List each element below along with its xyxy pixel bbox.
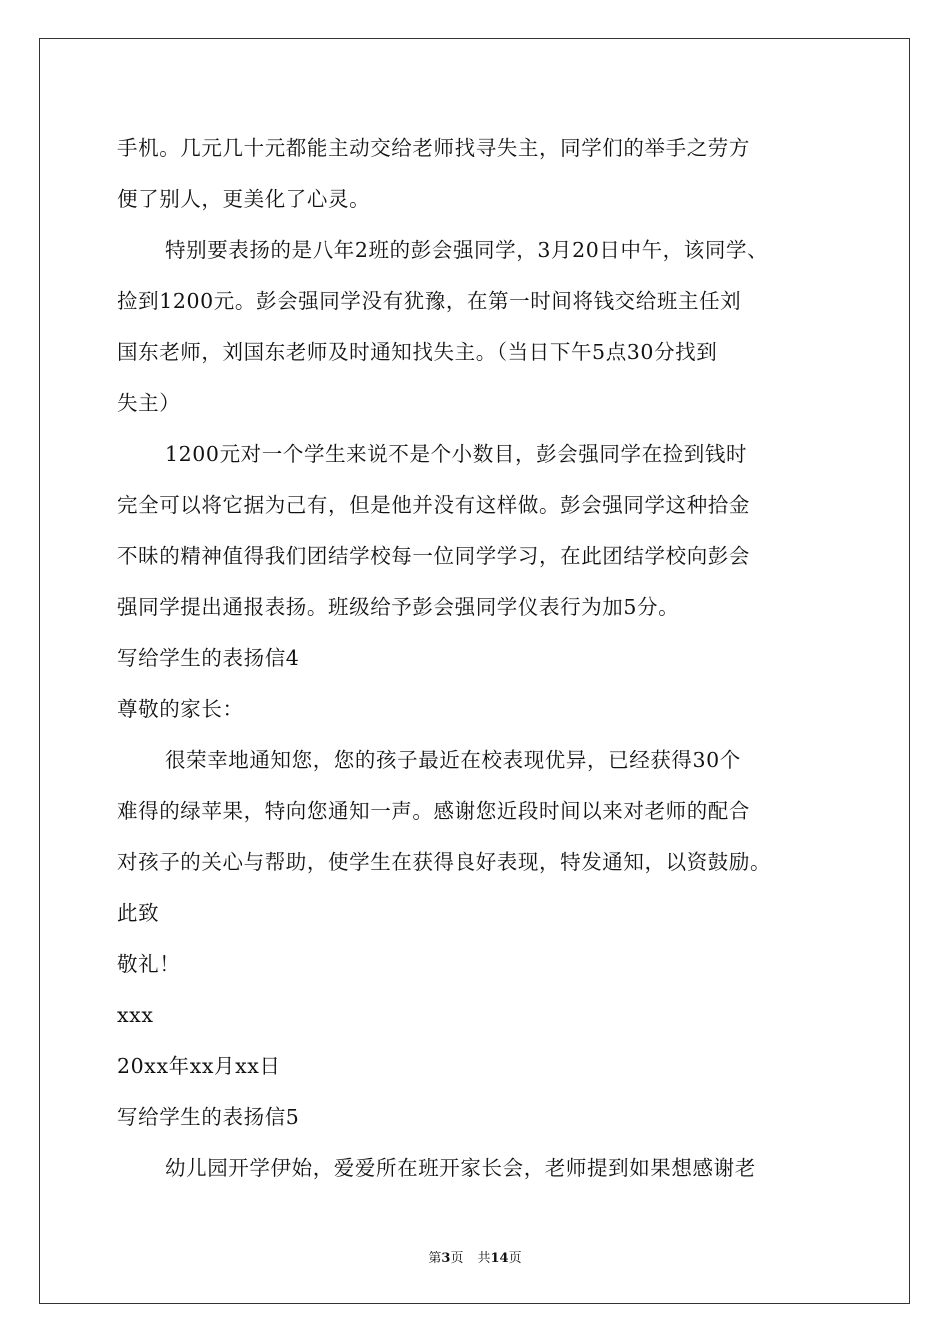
document-body	[117, 129, 837, 1200]
page-footer	[0, 1247, 950, 1266]
signature: xxx	[117, 1003, 154, 1027]
text-line: 对孩子的关心与帮助，使学生在获得良好表现，特发通知，以资鼓励。	[117, 850, 772, 874]
total-pages: 14	[490, 1251, 509, 1266]
page-number: 3	[441, 1251, 451, 1266]
page-prefix: 第	[428, 1251, 442, 1266]
date-line: 20xx年xx月xx日	[117, 1054, 281, 1078]
text-line: 特别要表扬的是八年2班的彭会强同学，3月20日中午，该同学、	[165, 238, 769, 262]
text-line: 强同学提出通报表扬。班级给予彭会强同学仪表行为加5分。	[117, 595, 680, 619]
closing-line: 此致	[117, 901, 160, 925]
salutation: 尊敬的家长：	[117, 697, 244, 721]
text-line: 不昧的精神值得我们团结学校每一位同学学习，在此团结学校向彭会	[117, 544, 750, 568]
closing-line: 敬礼！	[117, 952, 181, 976]
section-heading: 写给学生的表扬信5	[117, 1105, 300, 1129]
text-line: 国东老师，刘国东老师及时通知找失主。（当日下午5点30分找到	[117, 340, 718, 364]
text-line: 完全可以将它据为己有，但是他并没有这样做。彭会强同学这种拾金	[117, 493, 750, 517]
text-line: 很荣幸地通知您，您的孩子最近在校表现优异，已经获得30个	[165, 748, 741, 772]
total-prefix: 共	[477, 1251, 491, 1266]
text-line: 便了别人，更美化了心灵。	[117, 187, 371, 211]
text-line: 1200元对一个学生来说不是个小数目，彭会强同学在捡到钱时	[165, 442, 748, 466]
total-suffix: 页	[508, 1251, 522, 1266]
text-line: 失主）	[117, 391, 181, 415]
page-suffix: 页	[450, 1251, 464, 1266]
text-line: 难得的绿苹果，特向您通知一声。感谢您近段时间以来对老师的配合	[117, 799, 750, 823]
text-line: 手机。几元几十元都能主动交给老师找寻失主，同学们的举手之劳方	[117, 136, 750, 160]
text-line: 幼儿园开学伊始，爱爱所在班开家长会，老师提到如果想感谢老	[165, 1156, 756, 1180]
text-line: 捡到1200元。彭会强同学没有犹豫，在第一时间将钱交给班主任刘	[117, 289, 742, 313]
section-heading: 写给学生的表扬信4	[117, 646, 300, 670]
